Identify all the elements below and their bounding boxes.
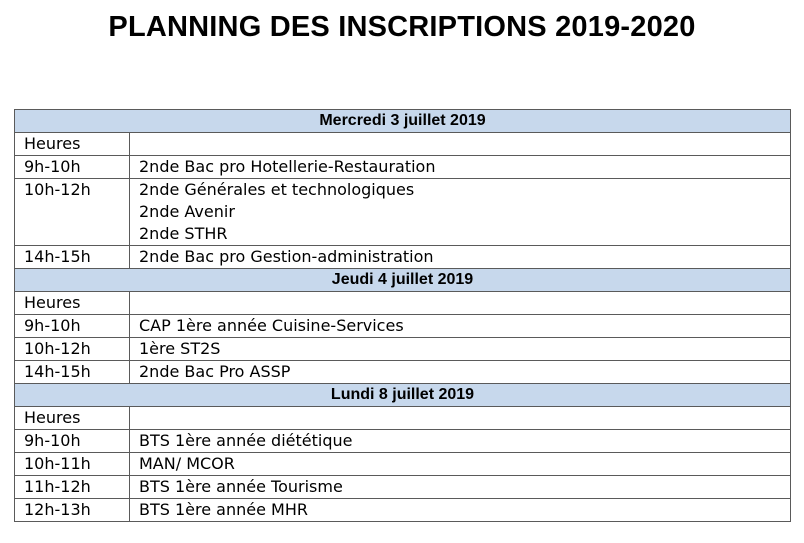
- class-name: BTS 1ère année diététique: [139, 431, 353, 450]
- class-name: CAP 1ère année Cuisine-Services: [139, 316, 404, 335]
- class-name: 2nde Bac pro Gestion-administration: [139, 247, 434, 266]
- class-cell: [130, 246, 791, 269]
- table-row: [15, 246, 791, 269]
- hours-header: Heures: [15, 407, 130, 430]
- class-name: 2nde Générales et technologiques: [139, 180, 415, 199]
- class-cell: [130, 361, 791, 384]
- hour-cell: 14h-15h: [15, 246, 130, 269]
- table-row: [15, 499, 791, 522]
- column-header-row: [15, 407, 791, 430]
- class-cell: [130, 315, 791, 338]
- class-name: 2nde Avenir: [139, 202, 235, 221]
- hour-cell: 14h-15h: [15, 361, 130, 384]
- day-date: Jeudi 4 juillet 2019: [15, 269, 791, 292]
- class-cell: [130, 338, 791, 361]
- class-name: 2nde Bac Pro ASSP: [139, 362, 291, 381]
- class-cell: [130, 430, 791, 453]
- day-header-row: [15, 110, 791, 133]
- hours-header: Heures: [15, 133, 130, 156]
- table-row: [15, 453, 791, 476]
- class-name: 2nde STHR: [139, 224, 228, 243]
- class-name: 1ère ST2S: [139, 339, 221, 358]
- table-row: [15, 338, 791, 361]
- hour-cell: 10h-11h: [15, 453, 130, 476]
- day-date: Mercredi 3 juillet 2019: [15, 110, 791, 133]
- hour-cell: 10h-12h: [15, 179, 130, 246]
- classes-header: [130, 292, 791, 315]
- day-header-row: [15, 384, 791, 407]
- hour-cell: 12h-13h: [15, 499, 130, 522]
- table-row: [15, 315, 791, 338]
- table-row: [15, 476, 791, 499]
- day-header-row: [15, 269, 791, 292]
- classes-header: [130, 133, 791, 156]
- class-name: BTS 1ère année MHR: [139, 500, 308, 519]
- page-title: PLANNING DES INSCRIPTIONS 2019-2020: [108, 11, 696, 43]
- class-cell: [130, 453, 791, 476]
- class-cell: [130, 499, 791, 522]
- class-name: BTS 1ère année Tourisme: [139, 477, 343, 496]
- table-row: [15, 156, 791, 179]
- column-header-row: [15, 133, 791, 156]
- class-cell: [130, 156, 791, 179]
- hours-header: Heures: [15, 292, 130, 315]
- hour-cell: 10h-12h: [15, 338, 130, 361]
- table-row: [15, 361, 791, 384]
- class-cell: [130, 476, 791, 499]
- class-name: MAN/ MCOR: [139, 454, 235, 473]
- class-name: 2nde Bac pro Hotellerie-Restauration: [139, 157, 436, 176]
- class-cell: [130, 179, 791, 246]
- table-row: [15, 179, 791, 246]
- day-date: Lundi 8 juillet 2019: [15, 384, 791, 407]
- hour-cell: 9h-10h: [15, 315, 130, 338]
- table-row: [15, 430, 791, 453]
- schedule-table: [14, 109, 791, 522]
- hour-cell: 11h-12h: [15, 476, 130, 499]
- classes-header: [130, 407, 791, 430]
- column-header-row: [15, 292, 791, 315]
- hour-cell: 9h-10h: [15, 156, 130, 179]
- hour-cell: 9h-10h: [15, 430, 130, 453]
